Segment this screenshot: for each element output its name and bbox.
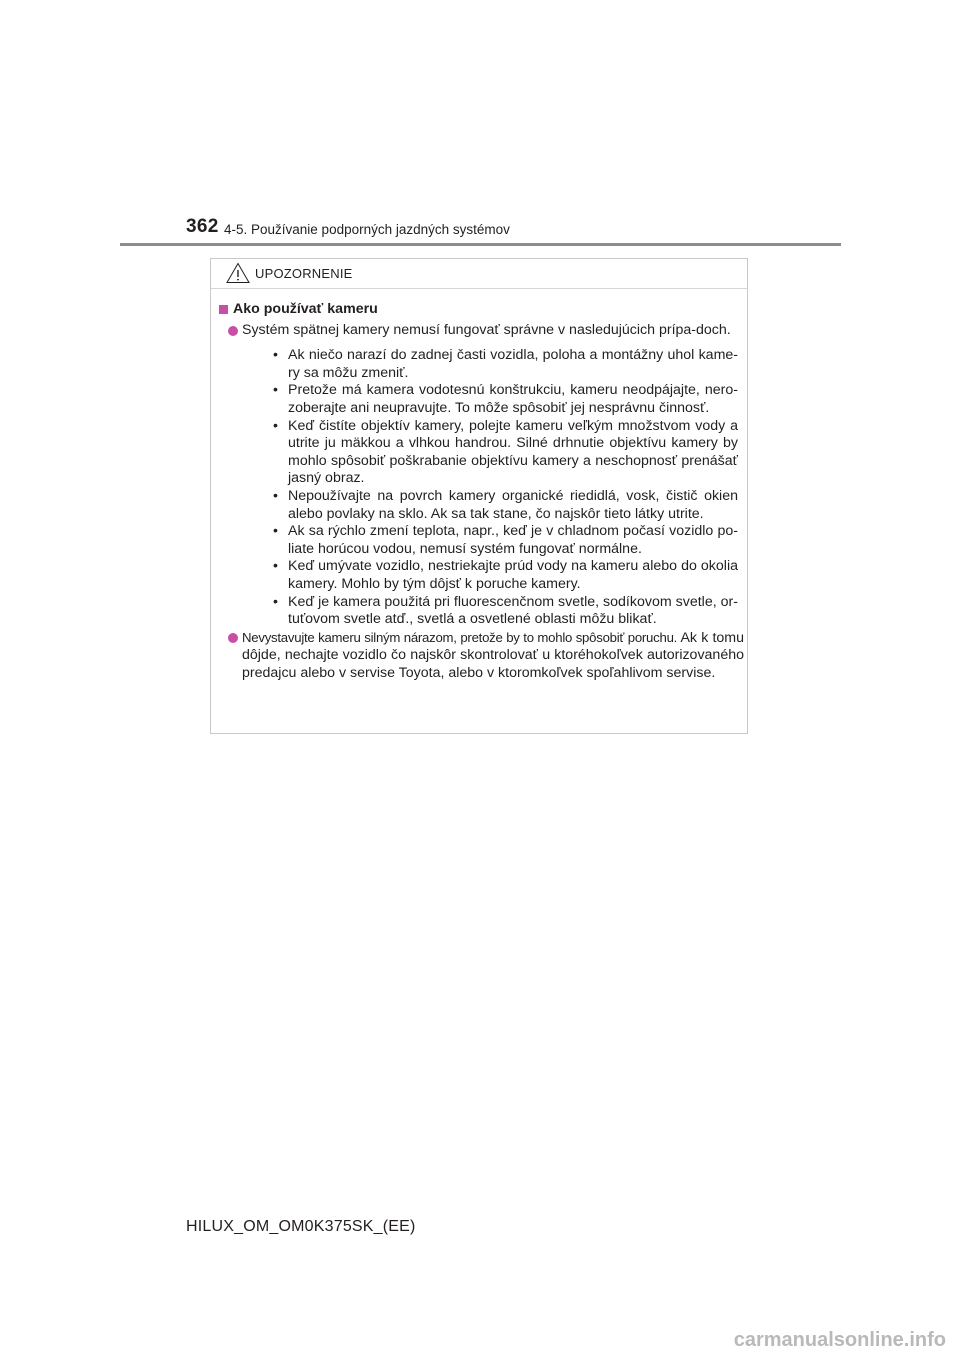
watermark: carmanualsonline.info	[733, 1329, 946, 1351]
page-header	[186, 216, 836, 240]
list-item-text: Systém spätnej kamery nemusí fungovať správne v nasledujúcich prípa-doch.	[242, 321, 731, 338]
sub-list-item-text: Pretože má kamera vodotesnú konštrukciu, kameru neodpájajte, nero-zoberajte ani neupravujte. To môže spôsobiť jej nesprávnu činnosť.	[288, 382, 738, 416]
sub-list-item-text: Keď umývate vozidlo, nestriekajte prúd vody na kameru alebo do okolia kamery. Mohlo by tým dôjsť k poruche kamery.	[288, 558, 738, 592]
sub-list-item: • Nepoužívajte na povrch kamery organické riedidlá, vosk, čistič okien alebo povlaky na sklo. Ak sa tak stane, čo najskôr tieto látky utrite.	[273, 487, 738, 522]
sub-list	[242, 347, 744, 629]
caution-label: UPOZORNENIE	[255, 266, 353, 281]
section-title: 4-5. Používanie podporných jazdných systémov	[224, 222, 510, 237]
caution-heading-text: Ako používať kameru	[233, 301, 378, 317]
caution-content	[218, 301, 744, 682]
sub-list-item: • Keď umývate vozidlo, nestriekajte prúd vody na kameru alebo do okolia kamery. Mohlo by tým dôjsť k poruche kamery.	[273, 558, 738, 592]
sub-list-item: • Ak sa rýchlo zmení teplota, napr., keď je v chladnom počasí vozidlo po-liate horúcou vodou, nemusí systém fungovať normálne.	[273, 523, 738, 557]
sub-list-item: • Keď čistíte objektív kamery, polejte kameru veľkým množstvom vody a utrite ju mäkkou a vlhkou handrou. Silné drhnutie objektívu kamery by mohlo spôsobiť poškrabanie objektívu kamery a neschopnosť prenášať jasný obraz.	[273, 417, 738, 487]
sub-list-item: • Ak niečo narazí do zadnej časti vozidla, poloha a montážny uhol kame-ry sa môžu zmeniť.	[273, 347, 738, 381]
document-code: HILUX_OM_OM0K375SK_(EE)	[186, 1218, 416, 1235]
caution-header	[211, 259, 747, 289]
page-number: 362	[186, 216, 219, 237]
sub-list-item-text: Keď čistíte objektív kamery, polejte kameru veľkým množstvom vody a utrite ju mäkkou a vlhkou handrou. Silné drhnutie objektívu kamery by mohlo spôsobiť poškrabanie objektívu kamery a neschopnosť prenášať jasný obraz.	[288, 417, 738, 487]
sub-list-item-text: Keď je kamera použitá pri fluorescenčnom svetle, sodíkovom svetle, or-tuťovom svetle atď., svetlá a osvetlené oblasti môžu blikať.	[288, 593, 738, 628]
list-item-text: Ak k tomu dôjde, nechajte vozidlo čo najskôr skontrolovať u ktoréhokoľvek autorizovaného predajcu alebo v servise Toyota, alebo v ktoromkoľvek spoľahlivom servise.	[242, 629, 744, 681]
list-item	[218, 322, 744, 629]
sub-list-item: • Pretože má kamera vodotesnú konštrukciu, kameru neodpájajte, nero-zoberajte ani neupravujte. To môže spôsobiť jej nesprávnu činnosť.	[273, 382, 738, 416]
sub-list-item-text: Ak sa rýchlo zmení teplota, napr., keď je v chladnom počasí vozidlo po-liate horúcou vodou, nemusí systém fungovať normálne.	[288, 523, 738, 557]
caution-box	[210, 258, 748, 734]
circle-bullet-icon	[228, 633, 238, 643]
sub-list-item-text: Nepoužívajte na povrch kamery organické riedidlá, vosk, čistič okien alebo povlaky na sklo. Ak sa tak stane, čo najskôr tieto látky utrite.	[288, 487, 738, 522]
sub-list-item-text: Ak niečo narazí do zadnej časti vozidla, poloha a montážny uhol kame-ry sa môžu zmeniť.	[288, 347, 738, 381]
caution-heading	[218, 301, 744, 319]
square-bullet-icon	[219, 305, 228, 314]
circle-bullet-icon	[228, 326, 238, 336]
sub-list-item: • Keď je kamera použitá pri fluorescenčnom svetle, sodíkovom svetle, or-tuťovom svetle atď., svetlá a osvetlené oblasti môžu blikať.	[273, 593, 738, 628]
header-rule	[120, 243, 841, 246]
list-item-text-condensed: Nevystavujte kameru silným nárazom, pretože by to mohlo spôsobiť poruchu.	[242, 629, 678, 645]
warning-triangle-icon	[226, 262, 250, 284]
list-item	[218, 629, 744, 683]
